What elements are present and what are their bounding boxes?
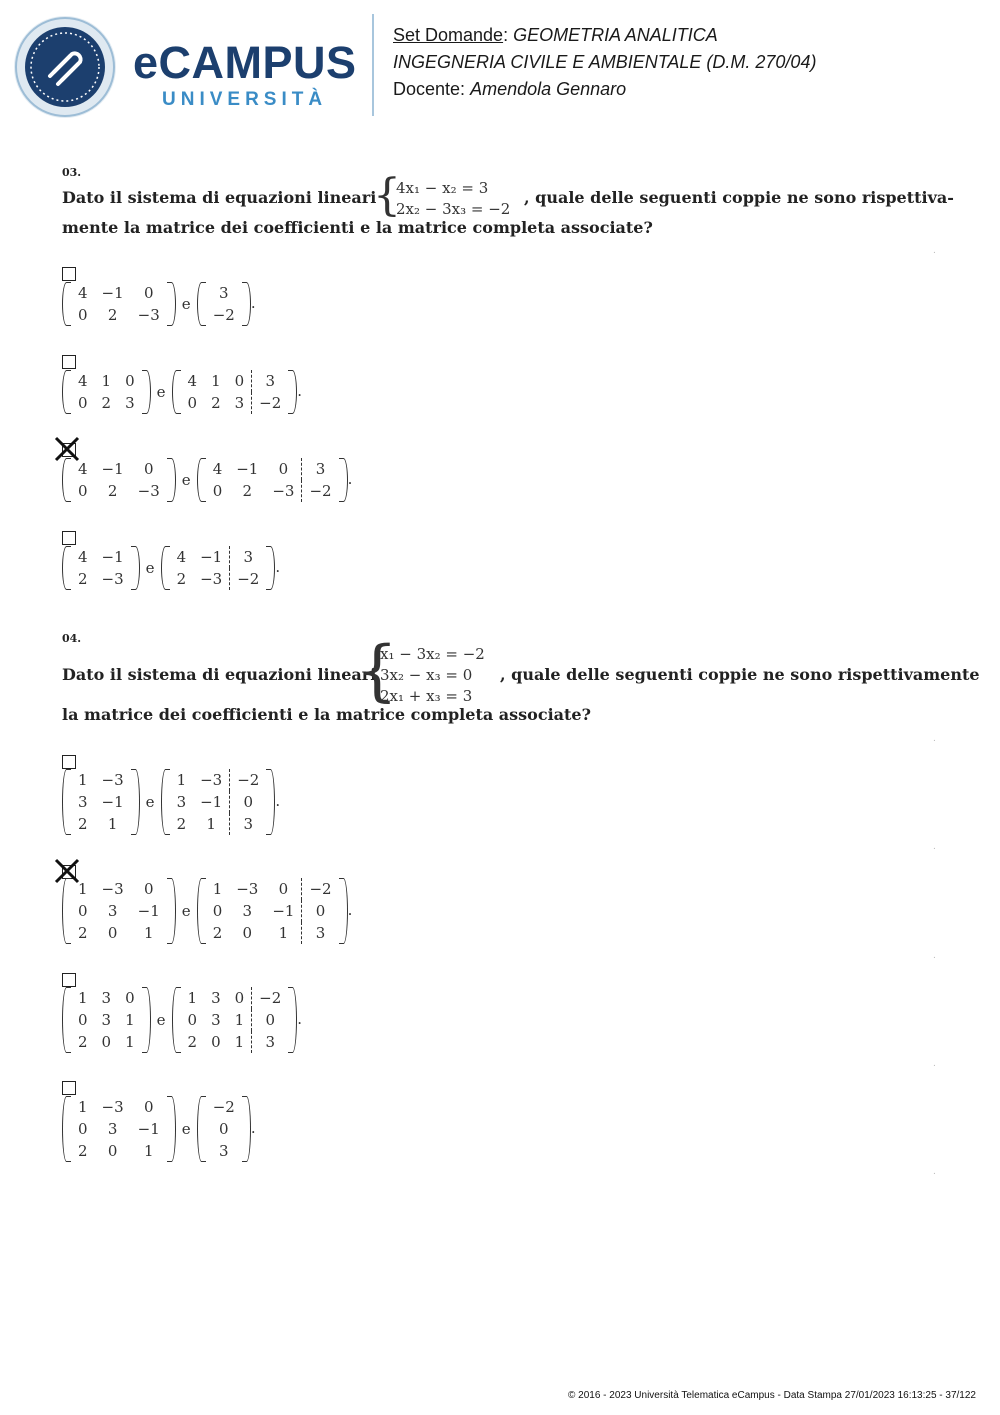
equation-2: 2x₂ − 3x₃ = −2 xyxy=(396,200,511,218)
system-brace: { xyxy=(373,170,401,221)
question-text-end: , quale delle seguenti coppie ne sono rispettiva- xyxy=(524,188,954,207)
conjunction: e xyxy=(181,1120,191,1138)
header-divider xyxy=(372,14,374,116)
period: . xyxy=(347,901,353,919)
answer-checkbox[interactable] xyxy=(62,973,76,987)
answer-option xyxy=(62,1096,256,1162)
answer-option xyxy=(62,458,352,502)
question-text-line2: la matrice dei coefficienti e la matrice completa associate? xyxy=(62,705,591,724)
augmented-matrix: 1 −3 −2 3 −1 0 2 1 3 xyxy=(161,769,276,835)
margin-dot: . xyxy=(933,246,936,256)
period: . xyxy=(297,1010,303,1028)
answer-checkbox[interactable] xyxy=(62,531,76,545)
conjunction: e xyxy=(145,793,155,811)
conjunction: e xyxy=(181,902,191,920)
answer-option xyxy=(62,546,280,590)
answer-checkbox[interactable] xyxy=(62,267,76,281)
answer-checkbox[interactable] xyxy=(62,1081,76,1095)
teacher-name: Amendola Gennaro xyxy=(470,79,627,99)
answer-option xyxy=(62,370,302,414)
question-text-start: Dato il sistema di equazioni lineari xyxy=(62,188,377,207)
answer-checkbox[interactable] xyxy=(62,755,76,769)
logo-subtitle: UNIVERSITÀ xyxy=(162,89,328,110)
equation-3: 2x₁ + x₃ = 3 xyxy=(380,687,473,705)
coefficient-matrix: 4 1 0 0 2 3 xyxy=(62,370,151,414)
coefficient-matrix: 4 −1 2 −3 xyxy=(62,546,140,590)
answer-option xyxy=(62,282,256,326)
coefficient-matrix: 1 3 0 0 3 1 2 0 1 xyxy=(62,987,151,1053)
conjunction: e xyxy=(156,383,166,401)
equation-1: x₁ − 3x₂ = −2 xyxy=(380,645,485,663)
answer-checkbox[interactable] xyxy=(62,355,76,369)
coefficient-matrix: 4 −1 0 0 2 −3 xyxy=(62,458,176,502)
system-brace: { xyxy=(356,632,398,709)
header-line-subject: Set Domande: GEOMETRIA ANALITICA xyxy=(393,25,718,45)
set-label: Set Domande xyxy=(393,25,504,45)
subject: GEOMETRIA ANALITICA xyxy=(513,25,718,45)
augmented-matrix: 4 −1 3 2 −3 −2 xyxy=(161,546,276,590)
conjunction: e xyxy=(156,1011,166,1029)
equation-2: 3x₂ − x₃ = 0 xyxy=(380,666,473,684)
margin-dot: . xyxy=(933,1167,936,1177)
equation-1: 4x₁ − x₂ = 3 xyxy=(396,179,489,197)
coefficient-matrix: 1 −3 3 −1 2 1 xyxy=(62,769,140,835)
question-text-line1 xyxy=(62,665,376,684)
period: . xyxy=(250,1119,256,1137)
answer-option xyxy=(62,769,280,835)
header-line-teacher xyxy=(393,78,626,100)
question-text-line1 xyxy=(62,188,376,207)
augmented-matrix: 1 3 0 −2 0 3 1 0 2 0 1 3 xyxy=(172,987,298,1053)
margin-dot: . xyxy=(933,842,936,852)
period: . xyxy=(275,558,281,576)
header-line-course xyxy=(393,51,816,73)
margin-dot: . xyxy=(933,1059,936,1069)
conjunction: e xyxy=(181,295,191,313)
question-text-end: , quale delle seguenti coppie ne sono rispettivamente xyxy=(500,665,980,684)
period: . xyxy=(297,382,303,400)
conjunction: e xyxy=(181,471,191,489)
augmented-matrix: 3 −2 xyxy=(197,282,251,326)
coefficient-matrix: 4 −1 0 0 2 −3 xyxy=(62,282,176,326)
period: . xyxy=(347,470,353,488)
course: INGEGNERIA CIVILE E AMBIENTALE (D.M. 270/04) xyxy=(393,52,817,72)
period: . xyxy=(275,792,281,810)
conjunction: e xyxy=(145,559,155,577)
logo-wordmark: eCAMPUS xyxy=(133,37,357,88)
question-text-start: Dato il sistema di equazioni lineari xyxy=(62,665,377,684)
period: . xyxy=(250,294,256,312)
augmented-matrix: −2 0 3 xyxy=(197,1096,251,1162)
question-number: 03. xyxy=(62,166,82,179)
margin-dot: . xyxy=(933,734,936,744)
augmented-matrix: 4 −1 0 3 0 2 −3 −2 xyxy=(197,458,348,502)
answer-option xyxy=(62,878,352,944)
coefficient-matrix: 1 −3 0 0 3 −1 2 0 1 xyxy=(62,1096,176,1162)
ecampus-seal-logo xyxy=(14,16,116,118)
question-text-line2: mente la matrice dei coefficienti e la matrice completa associate? xyxy=(62,218,653,237)
question-number: 04. xyxy=(62,632,82,645)
answer-option xyxy=(62,987,302,1053)
coefficient-matrix: 1 −3 0 0 3 −1 2 0 1 xyxy=(62,878,176,944)
margin-dot: . xyxy=(933,951,936,961)
augmented-matrix: 1 −3 0 −2 0 3 −1 0 2 0 1 3 xyxy=(197,878,348,944)
teacher-label: Docente: xyxy=(393,79,466,99)
augmented-matrix: 4 1 0 3 0 2 3 −2 xyxy=(172,370,298,414)
page-footer: © 2016 - 2023 Università Telematica eCampus - Data Stampa 27/01/2023 16:13:25 - 37/122 xyxy=(568,1390,976,1401)
